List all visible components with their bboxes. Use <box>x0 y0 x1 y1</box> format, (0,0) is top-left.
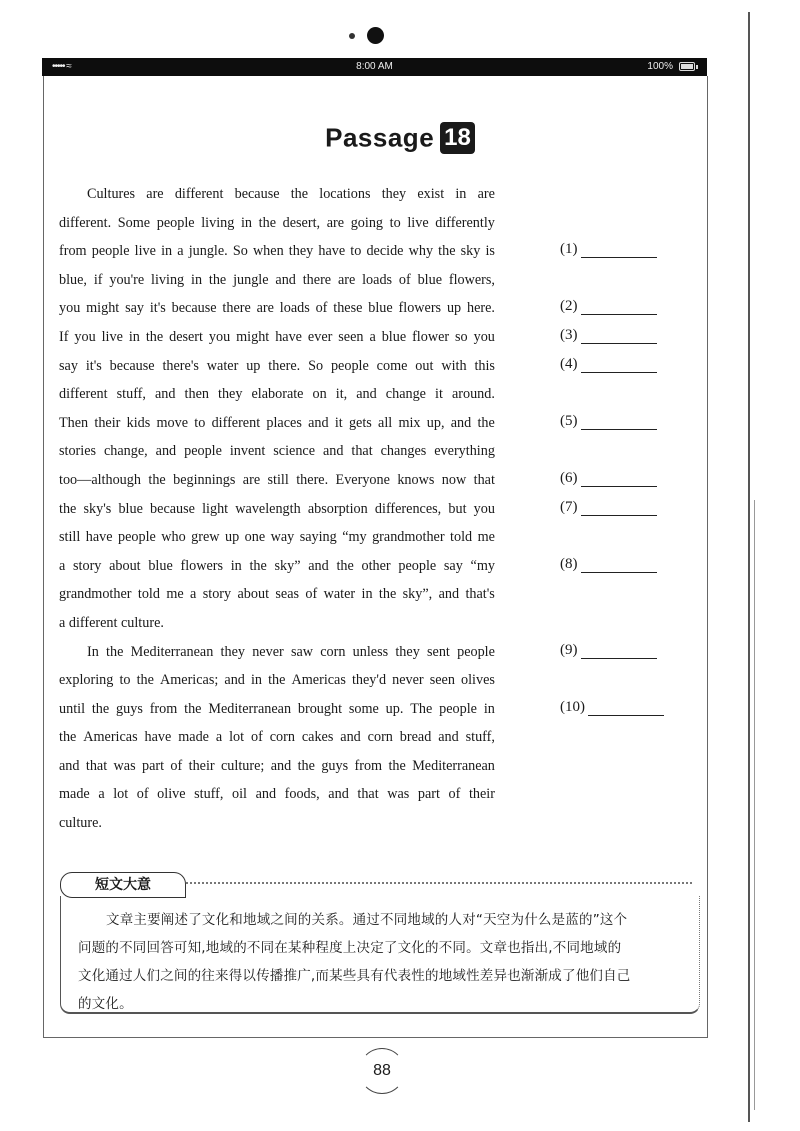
scan-edge-line-secondary <box>754 500 755 1110</box>
passage-line: the Americas have made a lot of corn cakes and corn bread and stuff, <box>59 729 495 746</box>
passage-line: grandmother told me a story about seas of water in the sky”, and that's <box>59 586 495 603</box>
summary-heading: 短文大意 <box>60 872 186 898</box>
summary-line: 文章主要阐述了文化和地域之间的关系。通过不同地域的人对“天空为什么是蓝的”这个 <box>106 912 628 928</box>
blank-line <box>581 329 657 344</box>
answer-blank <box>560 470 657 487</box>
summary-line: 的文化。 <box>78 996 133 1012</box>
summary-line: 文化通过人们之间的往来得以传播推广,而某些具有代表性的地域性差异也渐渐成了他们自己 <box>78 968 631 984</box>
status-bar <box>42 58 707 76</box>
blank-label: (7) <box>560 498 578 515</box>
passage-line: made a lot of olive stuff, oil and foods, and that was part of their <box>59 786 495 803</box>
passage-line: say it's because there's water up there. So people come out with this <box>59 357 495 374</box>
passage-line: from people live in a jungle. So when they have to decide why the sky is <box>59 243 495 260</box>
blank-label: (5) <box>560 412 578 429</box>
passage-line: still have people who grew up one way saying “my grandmother told me <box>59 529 495 546</box>
passage-line: exploring to the Americas; and in the Americas they'd never seen olives <box>59 672 495 689</box>
blank-line <box>581 472 657 487</box>
passage-line: stories change, and people invent science and that changes everything <box>59 443 495 460</box>
blank-line <box>588 701 664 716</box>
summary-section <box>60 872 700 1020</box>
answer-blank <box>560 298 657 315</box>
battery-percentage: 100% <box>647 61 673 72</box>
passage-line: different. Some people living in the desert, are going to live differently <box>59 214 495 231</box>
battery-tip <box>696 65 698 69</box>
passage-line: until the guys from the Mediterranean brought some up. The people in <box>59 700 495 717</box>
blank-line <box>581 358 657 373</box>
blank-label: (9) <box>560 641 578 658</box>
blank-line <box>581 415 657 430</box>
battery-level <box>681 64 693 69</box>
status-time: 8:00 AM <box>356 61 393 72</box>
answer-blank <box>560 327 657 344</box>
passage-line: In the Mediterranean they never saw corn unless they sent people <box>87 643 495 660</box>
blank-label: (3) <box>560 327 578 343</box>
answer-blank <box>560 699 664 716</box>
answer-blank <box>560 356 657 373</box>
passage-body <box>59 180 495 838</box>
page-number: 88 <box>359 1048 405 1094</box>
answer-blank <box>560 556 657 573</box>
blank-label: (8) <box>560 555 578 572</box>
passage-line: and that was part of their culture; and the guys from the Mediterranean <box>59 757 495 774</box>
blank-label: (1) <box>560 241 578 258</box>
passage-line: a story about blue flowers in the sky” and the other people say “my <box>59 557 495 574</box>
blank-line <box>581 501 657 516</box>
scan-edge-line <box>748 12 750 1122</box>
passage-line: you might say it's because there are loads of these blue flowers up here. <box>59 300 495 317</box>
blank-label: (10) <box>560 698 585 715</box>
answer-blank <box>560 642 657 659</box>
summary-text <box>78 906 684 1018</box>
blank-label: (4) <box>560 355 578 372</box>
passage-line: blue, if you're living in the jungle and there are loads of blue flowers, <box>59 271 495 288</box>
passage-title-text: Passage <box>325 122 435 153</box>
answer-blank <box>560 499 657 516</box>
passage-line: Cultures are different because the locations they exist in are <box>87 186 495 202</box>
summary-divider <box>186 882 692 884</box>
signal-indicator: ••••• ≈ <box>52 61 71 72</box>
camera-dot <box>367 27 384 44</box>
answer-blank <box>560 241 657 258</box>
blank-line <box>581 243 657 258</box>
passage-line: a different culture. <box>59 614 164 631</box>
blank-line <box>581 644 657 659</box>
camera-dot-small <box>349 33 355 39</box>
blank-line <box>581 300 657 315</box>
passage-line: If you live in the desert you might have ever seen a blue flower so you <box>59 328 495 345</box>
summary-line: 问题的不同回答可知,地域的不同在某种程度上决定了文化的不同。文章也指出,不同地域的 <box>78 940 622 956</box>
blank-label: (2) <box>560 298 578 315</box>
passage-line: Then their kids move to different places and it gets all mix up, and the <box>59 414 495 431</box>
passage-line: too—although the beginnings are still there. Everyone knows now that <box>59 471 495 488</box>
passage-line: culture. <box>59 815 102 832</box>
passage-title <box>0 122 800 154</box>
passage-number-badge: 18 <box>440 122 475 154</box>
passage-line: different stuff, and then they elaborate on it, and change it around. <box>59 386 495 403</box>
passage-line: the sky's blue because light wavelength absorption differences, but you <box>59 500 495 517</box>
battery-icon <box>679 62 695 71</box>
blank-line <box>581 558 657 573</box>
blank-label: (6) <box>560 470 578 486</box>
answer-blank <box>560 413 657 430</box>
